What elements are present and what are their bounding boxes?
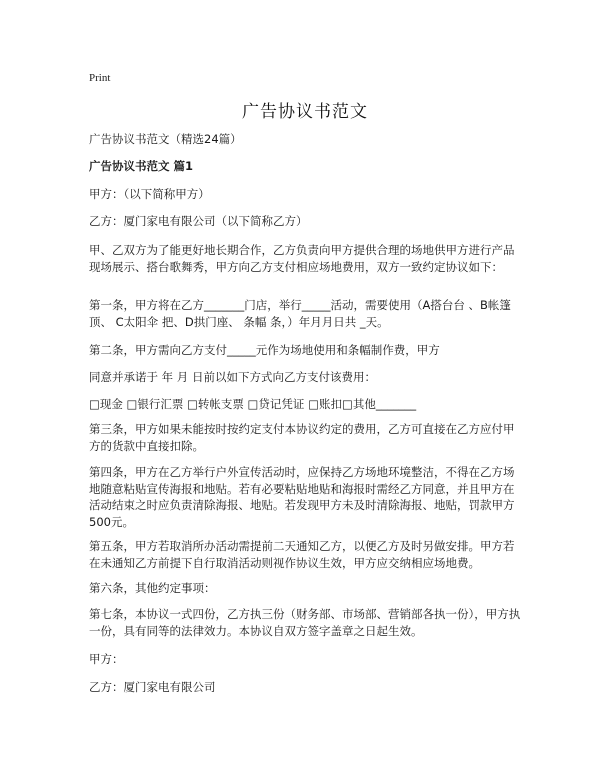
clause-7: 第七条，本协议一式四份，乙方执三份（财务部、市场部、营销部各执一份），甲方执一份，具有同等的法律效力。本协议自双方签字盖章之日起生效。 bbox=[89, 607, 521, 638]
clause-5: 第五条，甲方若取消所办活动需提前二天通知乙方，以便乙方及时另做安排。甲方若在未通知乙方前提下自行取消活动则视作协议生效，甲方应交纳相应场地费。 bbox=[89, 539, 515, 570]
document-subtitle: 广告协议书范文（精选24篇） bbox=[89, 132, 242, 146]
clause-3: 第三条，甲方如果未能按时按约定支付本协议约定的费用，乙方可直接在乙方应付甲方的货款中直接扣除。 bbox=[89, 422, 515, 453]
party-a-line: 甲方：（以下简称甲方） bbox=[89, 187, 210, 201]
signature-party-b: 乙方：厦门家电有限公司 bbox=[89, 680, 216, 694]
page-title: 广告协议书范文 bbox=[242, 102, 368, 122]
intro-paragraph: 甲、乙双方为了能更好地长期合作，乙方负责向甲方提供合理的场地供甲方进行产品现场展示、搭台歌舞秀，甲方向乙方支付相应场地费用，双方一致约定协议如下： bbox=[89, 243, 515, 274]
clause-2-continued: 同意并承诺于 年 月 日前以如下方式向乙方支付该费用： bbox=[89, 370, 376, 384]
clause-2: 第二条，甲方需向乙方支付_____元作为场地使用和条幅制作费，甲方 bbox=[89, 343, 440, 357]
payment-methods: □现金 □银行汇票 □转帐支票 □贷记凭证 □账扣□其他_______ bbox=[89, 397, 417, 411]
party-b-line: 乙方：厦门家电有限公司（以下简称乙方） bbox=[89, 214, 308, 228]
section-heading: 广告协议书范文 篇1 bbox=[89, 159, 194, 173]
signature-party-a: 甲方： bbox=[89, 652, 124, 666]
clause-6: 第六条，其他约定事项： bbox=[89, 581, 216, 595]
print-link[interactable]: Print bbox=[89, 72, 111, 84]
clause-4: 第四条，甲方在乙方举行户外宣传活动时，应保持乙方场地环境整洁，不得在乙方场地随意粘贴宣传海报和地贴。若有必要粘贴地贴和海报时需经乙方同意，并且甲方在活动结束之时应负责清除海报、地贴。若发现甲方未及时清除海报、地贴，罚款甲方500元。 bbox=[89, 465, 515, 529]
clause-1: 第一条，甲方将在乙方_______门店，举行_____活动，需要使用（A搭台台 、B帐篷 顶、 C太阳伞 把、D拱门座、 条幅 条，）年月月日共 _天。 bbox=[89, 298, 511, 329]
